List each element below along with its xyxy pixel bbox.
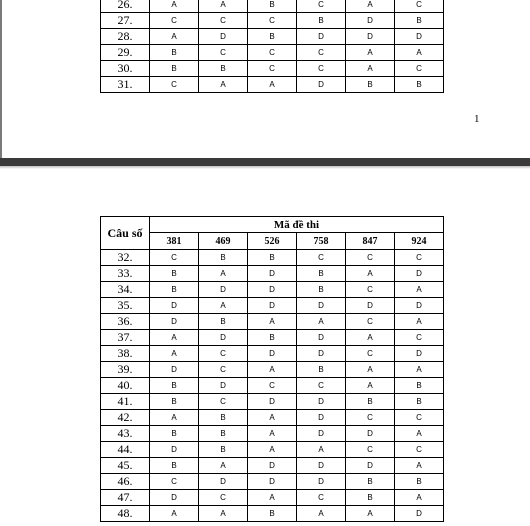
question-number: 47.: [101, 490, 150, 506]
answer-cell: C: [395, 330, 444, 346]
answer-cell: B: [297, 266, 346, 282]
answer-cell: D: [297, 330, 346, 346]
answer-cell: D: [199, 330, 248, 346]
answer-table-body: [101, 250, 444, 522]
answer-cell: C: [395, 0, 444, 13]
question-number: 38.: [101, 346, 150, 362]
exam-codes-row: [101, 233, 444, 250]
question-number: 37.: [101, 330, 150, 346]
exam-code: 847: [346, 233, 395, 250]
answer-cell: A: [346, 506, 395, 522]
answer-cell: A: [248, 77, 297, 93]
answer-cell: D: [248, 282, 297, 298]
answer-cell: D: [199, 282, 248, 298]
answer-cell: B: [150, 266, 199, 282]
answer-cell: D: [248, 266, 297, 282]
answer-cell: A: [346, 61, 395, 77]
answer-cell: A: [395, 282, 444, 298]
answer-cell: A: [248, 362, 297, 378]
answer-cell: D: [150, 362, 199, 378]
answer-cell: D: [248, 298, 297, 314]
answer-cell: D: [297, 410, 346, 426]
table-row: [101, 298, 444, 314]
table-row: [101, 362, 444, 378]
table-row: [101, 77, 444, 93]
answer-cell: A: [150, 29, 199, 45]
question-number: 35.: [101, 298, 150, 314]
question-number: 39.: [101, 362, 150, 378]
question-number: 29.: [101, 45, 150, 61]
answer-cell: D: [297, 298, 346, 314]
answer-cell: A: [346, 330, 395, 346]
question-number: 36.: [101, 314, 150, 330]
answer-cell: A: [150, 330, 199, 346]
answer-cell: D: [346, 298, 395, 314]
answer-cell: A: [297, 314, 346, 330]
answer-cell: B: [395, 474, 444, 490]
answer-cell: C: [248, 61, 297, 77]
answer-cell: B: [346, 394, 395, 410]
answer-cell: C: [346, 314, 395, 330]
answer-cell: B: [297, 13, 346, 29]
answer-cell: B: [248, 506, 297, 522]
answer-cell: A: [395, 45, 444, 61]
question-number: 46.: [101, 474, 150, 490]
answer-cell: A: [297, 506, 346, 522]
answer-cell: B: [199, 314, 248, 330]
answer-cell: A: [199, 77, 248, 93]
answer-cell: C: [199, 346, 248, 362]
answer-cell: B: [297, 282, 346, 298]
answer-cell: B: [346, 490, 395, 506]
answer-cell: A: [346, 0, 395, 13]
answer-cell: D: [395, 346, 444, 362]
answer-cell: C: [346, 442, 395, 458]
answer-cell: D: [297, 77, 346, 93]
exam-code-header: Mã đề thi: [150, 217, 444, 233]
answer-cell: C: [297, 45, 346, 61]
table-row: [101, 458, 444, 474]
answer-cell: C: [150, 250, 199, 266]
answer-cell: B: [199, 250, 248, 266]
answer-cell: B: [395, 77, 444, 93]
answer-cell: B: [248, 250, 297, 266]
question-number: 30.: [101, 61, 150, 77]
answer-cell: D: [150, 442, 199, 458]
answer-cell: B: [150, 458, 199, 474]
answer-table-header: [101, 217, 444, 250]
answer-cell: C: [395, 250, 444, 266]
document-page-1: [0, 0, 530, 158]
answer-cell: A: [395, 458, 444, 474]
table-row: [101, 29, 444, 45]
answer-cell: B: [395, 378, 444, 394]
answer-cell: A: [346, 266, 395, 282]
answer-cell: D: [248, 474, 297, 490]
answer-cell: C: [395, 442, 444, 458]
table-row: [101, 0, 444, 13]
question-number: 44.: [101, 442, 150, 458]
answer-cell: D: [346, 426, 395, 442]
table-row: [101, 346, 444, 362]
exam-code: 924: [395, 233, 444, 250]
page-separator: [0, 158, 530, 166]
answer-cell: D: [199, 378, 248, 394]
question-number: 42.: [101, 410, 150, 426]
answer-cell: B: [248, 29, 297, 45]
answer-cell: B: [150, 378, 199, 394]
answer-cell: D: [395, 298, 444, 314]
answer-cell: D: [346, 29, 395, 45]
page-number: 1: [474, 113, 480, 125]
answer-cell: D: [297, 29, 346, 45]
answer-cell: D: [248, 346, 297, 362]
table-row: [101, 13, 444, 29]
answer-cell: A: [199, 298, 248, 314]
answer-cell: C: [297, 378, 346, 394]
table-row: [101, 410, 444, 426]
question-number: 28.: [101, 29, 150, 45]
answer-cell: C: [150, 13, 199, 29]
answer-cell: D: [395, 29, 444, 45]
answer-cell: A: [395, 314, 444, 330]
answer-cell: C: [346, 282, 395, 298]
answer-table: [100, 216, 444, 522]
answer-cell: D: [150, 298, 199, 314]
answer-cell: A: [346, 362, 395, 378]
answer-cell: A: [150, 0, 199, 13]
table-row: [101, 474, 444, 490]
table-row: [101, 426, 444, 442]
question-number: 27.: [101, 13, 150, 29]
answer-cell: B: [150, 282, 199, 298]
answer-cell: C: [395, 410, 444, 426]
answer-cell: C: [297, 0, 346, 13]
answer-cell: C: [297, 490, 346, 506]
answer-cell: B: [199, 61, 248, 77]
question-number: 31.: [101, 77, 150, 93]
answer-cell: B: [346, 77, 395, 93]
answer-cell: C: [199, 45, 248, 61]
answer-cell: B: [199, 442, 248, 458]
answer-cell: A: [248, 442, 297, 458]
answer-cell: A: [346, 45, 395, 61]
answer-cell: D: [150, 490, 199, 506]
answer-cell: B: [150, 426, 199, 442]
answer-cell: A: [346, 378, 395, 394]
question-number: 32.: [101, 250, 150, 266]
header-row: [101, 217, 444, 233]
answer-cell: D: [297, 346, 346, 362]
answer-cell: C: [346, 250, 395, 266]
table-row: [101, 282, 444, 298]
answer-cell: D: [395, 506, 444, 522]
question-number: 26.: [101, 0, 150, 13]
answer-cell: C: [199, 362, 248, 378]
table-row: [101, 442, 444, 458]
answer-cell: D: [248, 394, 297, 410]
answer-cell: C: [248, 13, 297, 29]
question-number: 40.: [101, 378, 150, 394]
answer-cell: A: [199, 266, 248, 282]
answer-cell: D: [297, 458, 346, 474]
exam-code: 758: [297, 233, 346, 250]
answer-cell: C: [248, 378, 297, 394]
answer-cell: C: [346, 346, 395, 362]
answer-cell: B: [346, 474, 395, 490]
answer-cell: B: [395, 394, 444, 410]
answer-cell: D: [346, 13, 395, 29]
question-number: 41.: [101, 394, 150, 410]
question-column-header: Câu số: [101, 217, 150, 250]
answer-cell: C: [346, 410, 395, 426]
answer-cell: A: [199, 506, 248, 522]
table-row: [101, 45, 444, 61]
answer-cell: C: [297, 250, 346, 266]
answer-cell: C: [199, 490, 248, 506]
answer-cell: D: [395, 266, 444, 282]
answer-cell: A: [248, 410, 297, 426]
answer-cell: A: [395, 362, 444, 378]
answer-cell: A: [248, 314, 297, 330]
question-number: 33.: [101, 266, 150, 282]
answer-cell: B: [248, 330, 297, 346]
answer-cell: B: [199, 426, 248, 442]
answer-cell: D: [346, 458, 395, 474]
answer-cell: A: [150, 346, 199, 362]
answer-cell: D: [248, 458, 297, 474]
answer-cell: B: [395, 13, 444, 29]
question-number: 34.: [101, 282, 150, 298]
answer-cell: C: [150, 77, 199, 93]
answer-cell: D: [150, 314, 199, 330]
exam-code: 526: [248, 233, 297, 250]
table-row: [101, 266, 444, 282]
answer-cell: B: [199, 410, 248, 426]
answer-cell: A: [150, 506, 199, 522]
answer-cell: B: [150, 61, 199, 77]
answer-cell: B: [297, 362, 346, 378]
exam-code: 469: [199, 233, 248, 250]
table-row: [101, 394, 444, 410]
answer-cell: C: [150, 474, 199, 490]
page-edge: [0, 0, 2, 158]
answer-cell: D: [297, 426, 346, 442]
answer-cell: C: [199, 13, 248, 29]
answer-cell: B: [248, 0, 297, 13]
answer-cell: A: [395, 426, 444, 442]
question-number: 43.: [101, 426, 150, 442]
answer-cell: A: [297, 442, 346, 458]
answer-cell: B: [150, 394, 199, 410]
answer-cell: D: [199, 29, 248, 45]
table-row: [101, 314, 444, 330]
answer-cell: C: [199, 394, 248, 410]
answer-cell: A: [199, 458, 248, 474]
answer-cell: A: [248, 426, 297, 442]
answer-cell: C: [248, 45, 297, 61]
answer-cell: D: [199, 474, 248, 490]
answer-cell: A: [395, 490, 444, 506]
table-row: [101, 61, 444, 77]
exam-code: 381: [150, 233, 199, 250]
question-number: 45.: [101, 458, 150, 474]
table-row: [101, 490, 444, 506]
table-row: [101, 378, 444, 394]
table-row: [101, 330, 444, 346]
answer-table-body: [101, 0, 444, 93]
answer-cell: C: [297, 61, 346, 77]
answer-cell: D: [297, 394, 346, 410]
answer-cell: D: [297, 474, 346, 490]
answer-cell: A: [199, 0, 248, 13]
answer-table-continued: [100, 0, 444, 93]
table-row: [101, 506, 444, 522]
answer-cell: B: [150, 45, 199, 61]
answer-cell: A: [150, 410, 199, 426]
answer-cell: A: [248, 490, 297, 506]
answer-cell: C: [395, 61, 444, 77]
table-row: [101, 250, 444, 266]
document-page-2: [0, 166, 530, 526]
question-number: 48.: [101, 506, 150, 522]
